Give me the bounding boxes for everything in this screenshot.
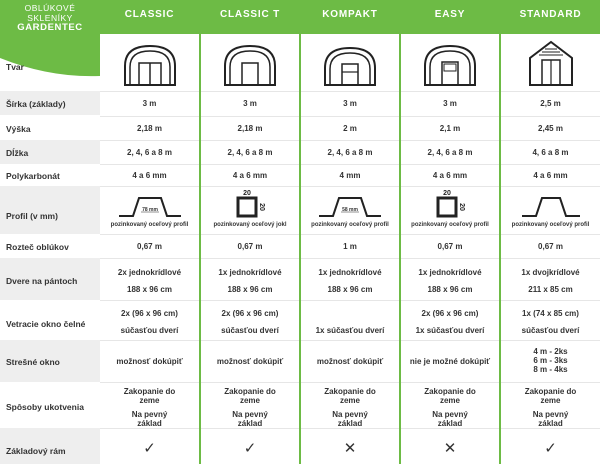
greenhouse-kompakt-icon <box>301 44 399 86</box>
greenhouse-standard-icon <box>501 40 600 86</box>
cross-icon: ✕ <box>443 440 457 457</box>
col-header-kompakt: KOMPAKT <box>301 0 399 34</box>
cell-vyska-standard: 2,45 m <box>538 124 563 133</box>
dim-square-side-2: 20 <box>458 203 465 211</box>
profile-classic-icon <box>100 192 199 230</box>
check-icon: ✓ <box>243 440 257 457</box>
profile-kompakt-icon <box>301 192 399 230</box>
row-label-profil: Profil (v mm) <box>6 211 58 221</box>
dim-kompakt: 58 mm <box>342 207 358 213</box>
cell-roztec-kompakt: 1 m <box>343 242 357 251</box>
row-label-sirka: Šírka (základy) <box>6 99 66 109</box>
cell-stresne-classic: možnosť dokúpiť <box>116 357 183 366</box>
cell-vetracie-classic-t: 2x (96 x 96 cm) súčasťou dverí <box>221 309 279 335</box>
dim-square-top-1: 20 <box>243 190 251 197</box>
cell-ukotvenie-standard: Zakopanie do zeme Na pevný základ <box>524 387 577 428</box>
caption-profil-classic: pozinkovaný oceľový profil <box>110 222 189 228</box>
cell-stresne-classic-t: možnosť dokúpiť <box>216 357 284 366</box>
cell-vetracie-easy: 2x (96 x 96 cm) 1x súčasťou dverí <box>415 309 485 335</box>
caption-profil-classic-t: pozinkovaný oceľový jokl <box>213 222 287 228</box>
row-label-zakladovy: Základový rám <box>6 446 66 456</box>
greenhouse-classic-t-icon <box>201 44 299 86</box>
cell-ukotvenie-kompakt: Zakopanie do zeme Na pevný základ <box>324 387 376 428</box>
dim-classic: 78 mm <box>141 207 158 213</box>
row-label-roztec: Rozteč oblúkov <box>6 242 69 252</box>
cell-sirka-standard: 2,5 m <box>540 99 561 108</box>
brand-logo <box>4 3 96 33</box>
cell-poly-easy: 4 a 6 mm <box>432 171 468 180</box>
cell-sirka-classic: 3 m <box>142 99 157 108</box>
cell-dlzka-easy: 2, 4, 6 a 8 m <box>427 148 473 157</box>
check-icon: ✓ <box>544 440 557 457</box>
cell-ukotvenie-classic: Zakopanie do zeme Na pevný základ <box>123 387 176 428</box>
cell-dlzka-kompakt: 2, 4, 6 a 8 m <box>327 148 373 157</box>
cell-stresne-kompakt: možnosť dokúpiť <box>316 357 384 366</box>
cell-dvere-classic: 2x jednokrídlové 188 x 96 cm <box>117 268 182 294</box>
cell-dvere-standard: 1x dvojkrídlové 211 x 85 cm <box>521 268 580 294</box>
cell-dlzka-classic: 2, 4, 6 a 8 m <box>127 148 172 157</box>
profile-easy-icon <box>401 188 499 230</box>
cell-sirka-kompakt: 3 m <box>343 99 357 108</box>
check-icon: ✓ <box>143 440 156 457</box>
brand-line-2: SKLENÍKY <box>27 13 73 23</box>
cell-vyska-classic-t: 2,18 m <box>237 124 263 133</box>
col-header-classic-t: CLASSIC T <box>201 0 299 34</box>
row-label-vetracie: Vetracie okno čelné <box>6 319 86 329</box>
cell-dvere-easy: 1x jednokrídlové 188 x 96 cm <box>418 268 482 294</box>
row-label-poly: Polykarbonát <box>6 171 60 181</box>
caption-profil-standard: pozinkovaný oceľový profil <box>511 222 590 228</box>
col-header-classic: CLASSIC <box>100 0 199 34</box>
row-label-stresne: Strešné okno <box>6 357 60 367</box>
cell-dlzka-standard: 4, 6 a 8 m <box>532 148 569 157</box>
cell-stresne-standard: 4 m - 2ks 6 m - 3ks 8 m - 4ks <box>533 347 568 374</box>
row-label-vyska: Výška <box>6 124 31 134</box>
cell-roztec-classic: 0,67 m <box>137 242 162 251</box>
cell-roztec-easy: 0,67 m <box>437 242 463 251</box>
caption-profil-easy: pozinkovaný oceľový profil <box>411 222 489 228</box>
cell-vyska-classic: 2,18 m <box>137 124 162 133</box>
cell-dvere-kompakt: 1x jednokrídlové 188 x 96 cm <box>318 268 382 294</box>
row-label-dlzka: Dĺžka <box>6 148 29 158</box>
cell-dlzka-classic-t: 2, 4, 6 a 8 m <box>227 148 273 157</box>
cell-ukotvenie-classic-t: Zakopanie do zeme Na pevný základ <box>224 387 276 428</box>
brand-line-1: OBLÚKOVÉ <box>24 3 76 13</box>
brand-line-3: GARDENTEC <box>17 22 83 33</box>
cell-stresne-easy: nie je možné dokúpiť <box>409 357 491 366</box>
dim-square-side-1: 20 <box>258 203 265 211</box>
profile-standard-icon <box>501 192 600 230</box>
cell-dvere-classic-t: 1x jednokrídlové 188 x 96 cm <box>218 268 282 294</box>
cell-vetracie-kompakt: 1x súčasťou dverí <box>315 326 385 335</box>
row-label-dvere: Dvere na pántoch <box>6 276 78 286</box>
col-header-easy: EASY <box>401 0 499 34</box>
cell-poly-classic: 4 a 6 mm <box>132 171 167 180</box>
caption-profil-kompakt: pozinkovaný oceľový profil <box>311 222 389 228</box>
row-label-ukotvenie: Spôsoby ukotvenia <box>6 402 84 412</box>
cell-roztec-classic-t: 0,67 m <box>237 242 263 251</box>
cell-vyska-kompakt: 2 m <box>343 124 357 133</box>
cell-vyska-easy: 2,1 m <box>439 124 461 133</box>
dim-square-top-2: 20 <box>443 190 451 197</box>
greenhouse-classic-icon <box>100 44 199 86</box>
cell-poly-classic-t: 4 a 6 mm <box>232 171 268 180</box>
cell-poly-kompakt: 4 mm <box>339 171 361 180</box>
cell-vetracie-classic: 2x (96 x 96 cm) súčasťou dverí <box>120 309 179 335</box>
cell-poly-standard: 4 a 6 mm <box>533 171 568 180</box>
cell-roztec-standard: 0,67 m <box>538 242 563 251</box>
row-label-tvar: Tvar <box>6 62 24 72</box>
cell-sirka-easy: 3 m <box>443 99 457 108</box>
profile-classic-t-icon <box>201 188 299 230</box>
cell-vetracie-standard: 1x (74 x 85 cm) súčasťou dverí <box>521 309 580 335</box>
col-header-standard: STANDARD <box>501 0 600 34</box>
greenhouse-easy-icon <box>401 44 499 86</box>
cell-ukotvenie-easy: Zakopanie do zeme Na pevný základ <box>424 387 476 428</box>
cross-icon: ✕ <box>343 440 357 457</box>
cell-sirka-classic-t: 3 m <box>243 99 257 108</box>
